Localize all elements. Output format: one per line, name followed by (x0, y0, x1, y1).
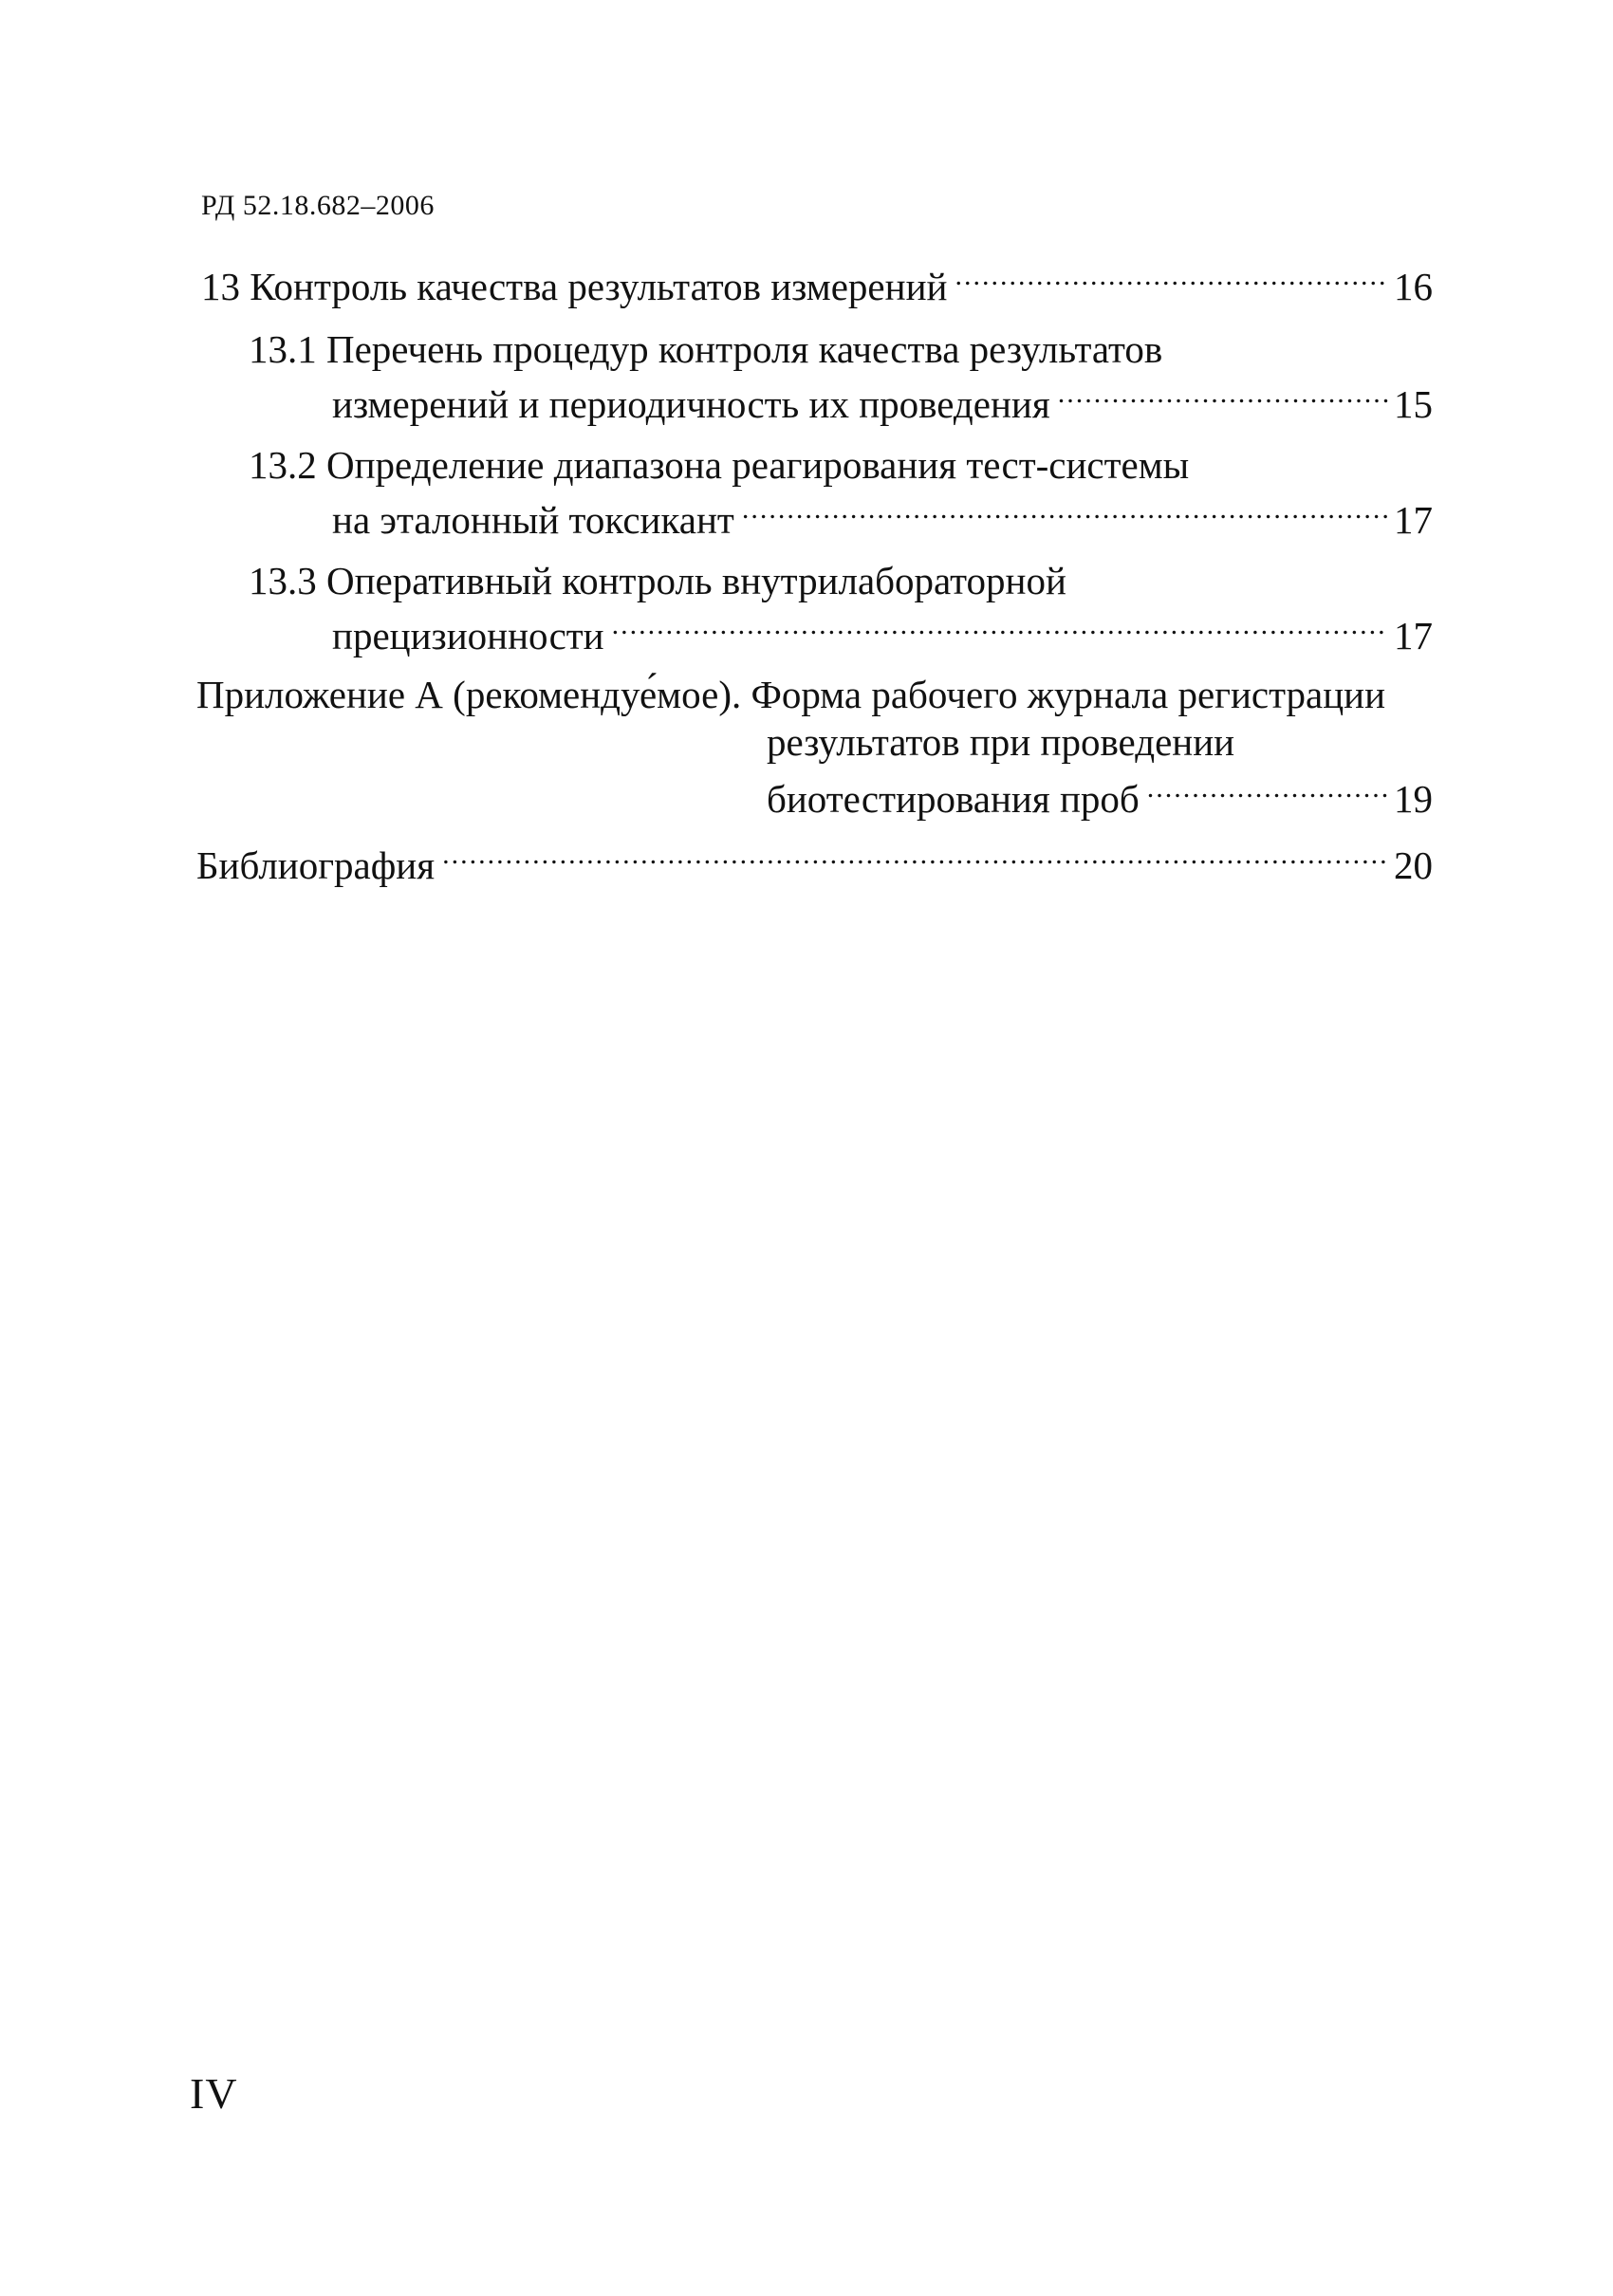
toc-entry-13[interactable] (201, 254, 1433, 309)
dot-leader (955, 254, 1388, 300)
dot-leader (1058, 372, 1388, 417)
toc-page-number: 17 (1394, 614, 1433, 657)
toc-entry-title: Библиография (196, 843, 436, 887)
toc-entry-title: прецизионности (332, 614, 604, 657)
toc-entry-appendix-a-line2[interactable]: результатов при проведении (767, 720, 1235, 764)
toc-entry-bibliography[interactable] (196, 833, 1433, 888)
dot-leader (742, 488, 1388, 533)
toc-page-number: 19 (1394, 777, 1433, 821)
toc-entry-13-1-line1[interactable]: 13.1 Перечень процедур контроля качества результатов (249, 327, 1163, 371)
dot-leader (1147, 767, 1388, 812)
toc-entry-title: 13 Контроль качества результатов измерений (201, 265, 948, 308)
dot-leader (612, 603, 1388, 649)
toc-entry-appendix-a-line1[interactable]: Приложение А (рекомендуе́мое). Форма рабочего журнала регистрации (196, 673, 1386, 716)
toc-entry-13-2-line1[interactable]: 13.2 Определение диапазона реагирования тест-системы (249, 443, 1190, 487)
page-header: РД 52.18.682–2006 (201, 190, 435, 221)
toc-entry-13-3[interactable] (332, 603, 1433, 658)
toc-entry-title: на эталонный токсикант (332, 498, 734, 542)
page-number: IV (190, 2069, 238, 2118)
toc-entry-title: измерений и периодичность их проведения (332, 382, 1050, 426)
toc-page-number: 16 (1394, 265, 1433, 308)
toc-entry-13-1[interactable] (332, 372, 1433, 427)
dot-leader (442, 833, 1388, 879)
toc-page-number: 20 (1394, 843, 1433, 887)
toc-entry-title: биотестирования проб (767, 777, 1140, 821)
toc-entry-appendix-a[interactable] (767, 767, 1433, 822)
toc-page-number: 17 (1394, 498, 1433, 542)
toc-entry-13-2[interactable] (332, 488, 1433, 543)
toc-entry-13-3-line1[interactable]: 13.3 Оперативный контроль внутрилабораторной (249, 559, 1066, 602)
toc-page-number: 15 (1394, 382, 1433, 426)
